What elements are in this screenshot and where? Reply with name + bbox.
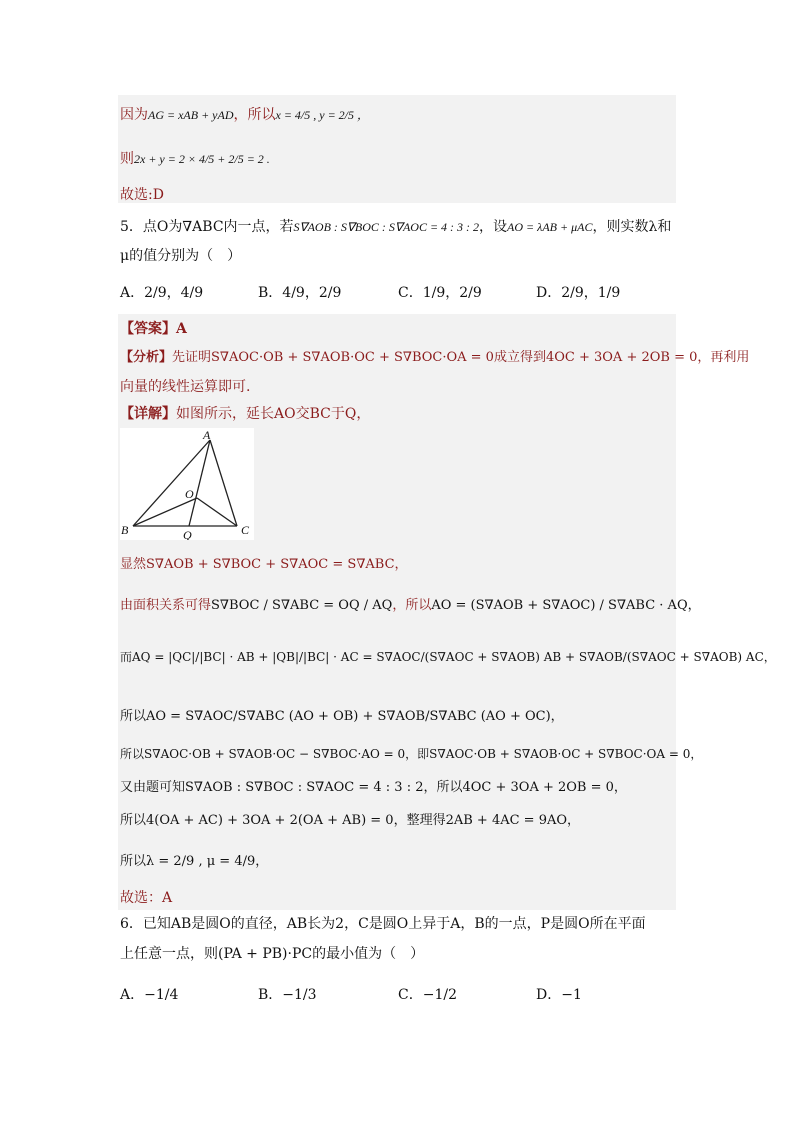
q5-stem-a: 5．点 (120, 219, 157, 235)
top-l2-b: 2x + y = 2 × 4/5 + 2/5 = 2 . (134, 152, 270, 166)
q5-answer-value: A (176, 321, 187, 337)
q6-option-d: D．−1 (536, 987, 582, 1003)
q5-detail-line-1 (120, 403, 370, 423)
q5-stem-d: ，设 (479, 219, 508, 235)
q5-stem-e: AO = λAB + μAC (507, 220, 593, 234)
q6-option-a: A．−1/4 (120, 987, 179, 1003)
q5-detail-7: 又由题可知S∇AOB : S∇BOC : S∇AOC = 4 : 3 : 2，所以4OC + 3OA + 2OB = 0， (120, 780, 627, 795)
q5-analysis-label: 【分析】 (120, 350, 173, 365)
q5-d2-a: 由面积关系可得 (120, 598, 212, 613)
q5-d2-c: ，所以 (392, 598, 432, 613)
q5-answer-label: 【答案】 (120, 321, 176, 337)
top-l1-a: 因为 (120, 107, 148, 123)
label-a: A (203, 428, 211, 442)
label-b: B (121, 523, 129, 537)
q5-detail-6: 所以S∇AOC·OB + S∇AOB·OC − S∇BOC·AO = 0，即S∇AOC·OB + S∇AOB·OC + S∇BOC·OA = 0， (120, 747, 703, 761)
q5-detail-10: 故选：A (120, 890, 173, 906)
top-line-2 (120, 148, 270, 168)
q6-stem-line-1: 6．已知AB是圆O的直径，AB长为2，C是圆O上异于A，B的一点，P是圆O所在平面 (120, 916, 646, 932)
q5-option-a: A．2/9，4/9 (120, 285, 204, 301)
q5-detail-3 (120, 594, 701, 613)
q5-analysis-line-1 (120, 346, 749, 365)
q5-d2-b: S∇BOC / S∇ABC = OQ / AQ (211, 598, 393, 613)
top-line-3: 故选:D (120, 187, 164, 203)
q5-stem-b: O为∇ABC内一点，若 (156, 219, 294, 235)
q5-detail-1: 如图所示，延长AO交BC于Q， (176, 406, 371, 422)
top-l2-a: 则 (120, 151, 134, 167)
q5-stem-f: ，则实数λ和 (592, 219, 672, 235)
q6-option-b: B．−1/3 (258, 987, 317, 1003)
q6-stem-line-2: 上任意一点，则(PA + PB)·PC的最小值为（ ） (120, 946, 425, 962)
q5-analysis-1: 先证明S∇AOC·OB + S∇AOB·OC + S∇BOC·OA = 0成立得到4OC + 3OA + 2OB = 0，再利用 (172, 350, 750, 365)
q6-option-c: C．−1/2 (398, 987, 457, 1003)
q5-stem-c: S∇AOB : S∇BOC : S∇AOC = 4 : 3 : 2 (293, 220, 480, 234)
q5-option-c: C．1/9，2/9 (398, 285, 482, 301)
top-l1-c: x = 4/5 , y = 2/5 ， (275, 108, 370, 122)
q5-detail-8: 所以4(OA + AC) + 3OA + 2(OA + AB) = 0，整理得2AB + 4AC = 9AO， (120, 813, 581, 828)
q5-stem-line-1 (120, 216, 671, 236)
q5-d2-d: AO = (S∇AOB + S∇AOC) / S∇ABC · AQ， (431, 598, 701, 613)
q5-detail-9: 所以λ = 2/9 , μ = 4/9， (120, 854, 269, 869)
label-c: C (241, 523, 250, 537)
q5-option-b: B．4/9，2/9 (258, 285, 342, 301)
top-line-1 (120, 104, 369, 124)
q5-detail-5: 所以AO = S∇AOC/S∇ABC (AO + OB) + S∇AOB/S∇ABC (AO + OC)， (120, 709, 564, 724)
label-q: Q (183, 528, 192, 540)
q5-option-d: D．2/9，1/9 (536, 285, 621, 301)
q5-detail-label: 【详解】 (120, 406, 176, 422)
label-o: O (185, 487, 194, 501)
q5-stem-line-2: μ的值分别为（ ） (120, 248, 242, 264)
top-l1-b: ，所以 (233, 107, 276, 123)
triangle-figure (120, 428, 254, 540)
q5-detail-2: 显然S∇AOB + S∇BOC + S∇AOC = S∇ABC， (120, 557, 408, 572)
q5-analysis-line-2: 向量的线性运算即可. (120, 379, 251, 395)
q5-answer (120, 318, 187, 338)
top-l1-eq: AG = xAB + yAD (148, 108, 234, 122)
q5-detail-4: 而AQ = |QC|/|BC| · AB + |QB|/|BC| · AC = S∇AOC/(S∇AOC + S∇AOB) AB + S∇AOB/(S∇AOC + S∇AOB) AC， (120, 650, 776, 664)
